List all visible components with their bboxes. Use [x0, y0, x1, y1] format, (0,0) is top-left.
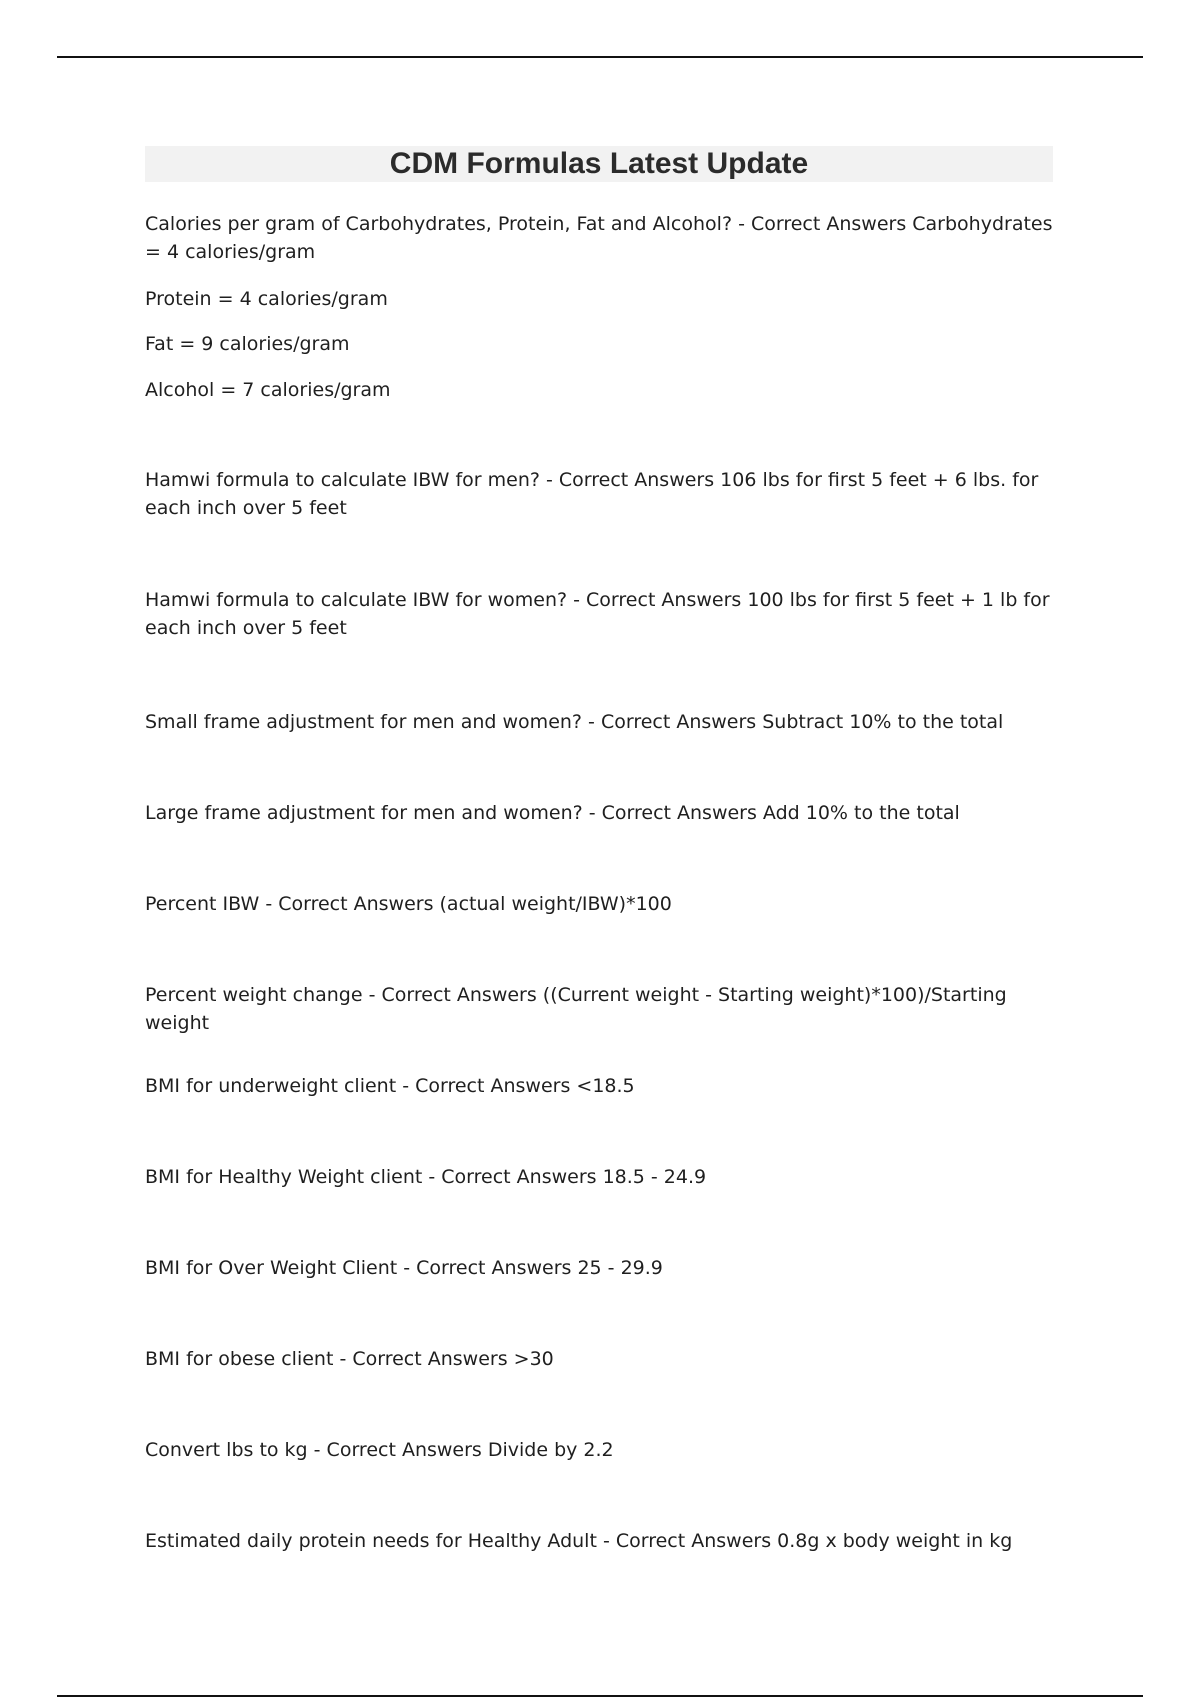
- top-rule: [57, 56, 1143, 58]
- qa-protein-needs: Estimated daily protein needs for Healthy Adult - Correct Answers 0.8g x body weight in kg: [145, 1530, 1013, 1552]
- qa-convert-lbs-kg: Convert lbs to kg - Correct Answers Divide by 2.2: [145, 1439, 614, 1461]
- qa-protein-calories: Protein = 4 calories/gram: [145, 288, 388, 310]
- qa-calories-per-gram: Calories per gram of Carbohydrates, Protein, Fat and Alcohol? - Correct Answers Carbohydrates = 4 calories/gram: [145, 213, 1053, 263]
- qa-bmi-underweight: BMI for underweight client - Correct Answers <18.5: [145, 1075, 635, 1097]
- qa-percent-ibw: Percent IBW - Correct Answers (actual weight/IBW)*100: [145, 893, 672, 915]
- qa-alcohol-calories: Alcohol = 7 calories/gram: [145, 379, 391, 401]
- document-title: CDM Formulas Latest Update: [145, 146, 1053, 182]
- qa-hamwi-women: Hamwi formula to calculate IBW for women? - Correct Answers 100 lbs for first 5 feet + 1 lb for each inch over 5 feet: [145, 589, 1050, 639]
- bottom-rule: [57, 1695, 1143, 1697]
- qa-large-frame: Large frame adjustment for men and women? - Correct Answers Add 10% to the total: [145, 802, 960, 824]
- qa-bmi-obese: BMI for obese client - Correct Answers >30: [145, 1348, 554, 1370]
- qa-bmi-healthy: BMI for Healthy Weight client - Correct Answers 18.5 - 24.9: [145, 1166, 707, 1188]
- qa-percent-weight-change: Percent weight change - Correct Answers ((Current weight - Starting weight)*100)/Starting weight: [145, 984, 1007, 1034]
- qa-hamwi-men: Hamwi formula to calculate IBW for men? - Correct Answers 106 lbs for first 5 feet + 6 lbs. for each inch over 5 feet: [145, 469, 1039, 519]
- qa-bmi-overweight: BMI for Over Weight Client - Correct Answers 25 - 29.9: [145, 1257, 663, 1279]
- qa-fat-calories: Fat = 9 calories/gram: [145, 333, 350, 355]
- qa-small-frame: Small frame adjustment for men and women? - Correct Answers Subtract 10% to the total: [145, 711, 1004, 733]
